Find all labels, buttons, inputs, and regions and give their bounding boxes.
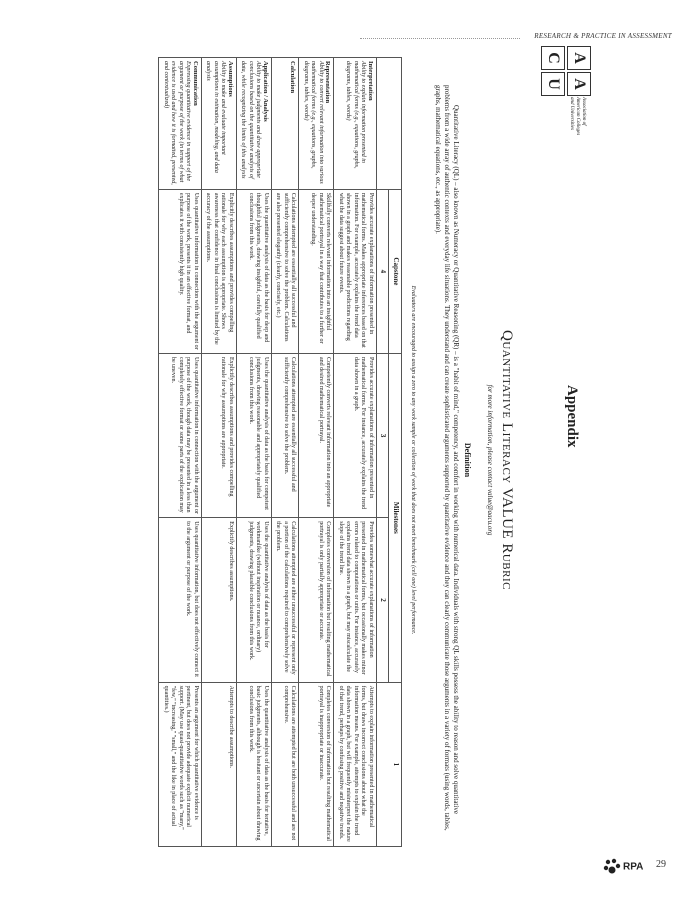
criterion-name: Representation	[324, 61, 332, 104]
rotated-rubric-page	[100, 45, 600, 875]
rubric-cell: Uses the quantitative analysis of data as the basis for competent judgments, drawing reasonable and appropriately qualified conclusions from this work.	[237, 354, 272, 518]
rubric-cell: Competently converts relevant information into an appropriate and desired mathematical portrayal.	[299, 354, 334, 518]
rubric-cell: Completes conversion of information but resulting mathematical portrayal is inappropriate or inaccurate.	[299, 682, 334, 846]
aacu-org-name: Association of American Colleges and Universities	[569, 97, 586, 136]
level-2-header: 2	[377, 518, 390, 682]
criterion-desc: Expressing quantitative evidence in support of the argument or purpose of the work (in terms of what evidence is used and how it is formatted, presented, and contextualized)	[163, 61, 192, 185]
rubric-cell: Provides accurate explanations of information presented in mathematical forms. Makes appropriate inferences based on that information. For example, accurately explains the trend data shown in a graph and makes reasonable predictions regarding what the data suggest about future events.	[334, 189, 377, 353]
rubric-row-communication	[159, 58, 202, 847]
rubric-row-representation	[299, 58, 334, 847]
milestones-header: Milestones	[389, 354, 402, 683]
rubric-cell: Uses quantitative information in connection with the argument or purpose of the work, presents it in an effective format, and explicates it with consistently high quality.	[159, 189, 202, 353]
rpa-logo-text: RPA	[623, 861, 644, 873]
rubric-cell: Explicitly describes assumptions.	[202, 518, 237, 682]
evaluator-note: Evaluators are encouraged to assign a zero to any work sample or collection of work that does not meet benchmark (cell one) level performance.	[410, 285, 416, 635]
criteria-header	[377, 58, 402, 190]
criterion-cell	[299, 58, 334, 190]
criterion-desc: Ability to make judgments and draw appropriate conclusions based on the quantitative analysis of data, while recognizing the limits of this analysis	[240, 61, 262, 179]
rubric-cell: Skillfully converts relevant information into an insightful mathematical portrayal in a way that contributes to a further or deeper understanding.	[299, 189, 334, 353]
page-number: 29	[656, 859, 666, 870]
rubric-subtitle: for more information, please contact value@aacu.org	[486, 384, 494, 536]
logo-letter: A	[567, 72, 591, 96]
rubric-cell: Provides somewhat accurate explanations of information presented in mathematical forms, but occasionally makes minor errors related to computations or units. For instance, accurately explains trend data shown in a graph, but may miscalculate the slope of the trend line.	[334, 518, 377, 682]
rubric-cell: Presents an argument for which quantitative evidence is pertinent, but does not provide adequate explicit numerical support. (May use quasi-quantitative words such as "many," "few," "increasing," "small," and the like in place of actual quantities.)	[159, 682, 202, 846]
rubric-row-interpretation	[334, 58, 377, 847]
logo-letter: U	[541, 72, 565, 96]
header-row-group	[389, 58, 402, 847]
rubric-cell: Uses the quantitative analysis of data as the basis for workmanlike (without inspiration or nuance, ordinary) judgments, drawing plausible conclusions from this work.	[237, 518, 272, 682]
rpa-logo	[603, 858, 643, 876]
criterion-cell	[272, 58, 300, 190]
rubric-row-calculation	[272, 58, 300, 847]
criterion-name: Interpretation	[367, 61, 374, 101]
criterion-desc: Ability to explain information presented in mathematical forms (e.g., equations, graphs, diagrams, tables, words)	[345, 61, 367, 169]
rubric-cell: Calculations attempted are essentially all successful and sufficiently comprehensive to solve the problem.	[272, 354, 300, 518]
rubric-cell: Uses quantitative information, but does not effectively connect it to the argument or purpose of the work.	[159, 518, 202, 682]
level-3-header: 3	[377, 354, 390, 518]
rubric-cell: Attempts to describe assumptions.	[202, 682, 237, 846]
rubric-cell: Calculations are attempted but are both unsuccessful and are not comprehensive.	[272, 682, 300, 846]
level-4-header: 4	[377, 189, 390, 353]
rubric-table	[159, 57, 403, 847]
criterion-cell	[334, 58, 377, 190]
rubric-cell: Uses quantitative information in connection with the argument or purpose of the work, though data may be presented in a less than completely effective format or some parts of the explication may be uneven.	[159, 354, 202, 518]
criterion-cell	[159, 58, 202, 190]
rubric-cell: Attempts to explain information presented in mathematical forms, but draws incorrect conclusions about what the information means. For example, attempts to explain the trend data shown in a graph, but will frequently misinterpret the nature of that trend, perhaps by confusing positive and negative trends.	[334, 682, 377, 846]
criterion-name: Calculation	[289, 61, 297, 94]
rubric-cell: Provides accurate explanations of information presented in mathematical forms. For instance, accurately explains the trend data shown in a graph.	[334, 354, 377, 518]
criterion-desc: Ability to make and evaluate important assumptions in estimation, modeling, and data analysis	[205, 61, 227, 173]
rubric-cell: Explicitly describes assumptions and provides compelling rationale for why assumptions are appropriate.	[202, 354, 237, 518]
rubric-cell: Calculations attempted are either unsuccessful or represent only a portion of the calculations required to comprehensively solve the problem.	[272, 518, 300, 682]
rubric-row-application-analysis	[237, 58, 272, 847]
criterion-desc: Ability to convert relevant information into various mathematical forms (e.g., equations, graphs, diagrams, tables, words)	[303, 61, 324, 184]
rpa-paw-icon	[603, 858, 621, 876]
journal-label: RESEARCH & PRACTICE IN ASSESSMENT	[534, 32, 672, 40]
definition-text: Quantitative Literacy (QL) – also known as Numeracy or Quantitative Reasoning (QR) – is a "habit of mind," competency, and comfort in working with numerical data. Individuals with strong QL skills possess the ability to reason and solve quantitative problems from a wide array of authentic contexts and everyday life situations. They understand and can create sophisticated arguments supported by quantitative evidence and they can clearly communicate those arguments in a variety of formats (using words, tables, graphs, mathematical equations, etc., as appropriate).	[434, 85, 460, 831]
capstone-header: Capstone	[389, 189, 402, 353]
logo-letter: A	[567, 46, 591, 70]
criterion-name: Communication	[192, 61, 199, 106]
rubric-cell: Explicitly describes assumptions and provides compelling rationale for why each assumption is appropriate. Shows awareness that confidence in final conclusions is limited by the accuracy of the assumptions.	[202, 189, 237, 353]
rubric-cell: Calculations attempted are essentially all successful and sufficiently comprehensive to solve the problem. Calculations are also presented elegantly (clearly, concisely, etc.)	[272, 189, 300, 353]
rubric-cell: Uses the quantitative analysis of data as the basis for deep and thoughtful judgments, drawing insightful, carefully qualified conclusions from this work.	[237, 189, 272, 353]
aacu-logo	[530, 45, 592, 136]
rubric-row-assumptions	[202, 58, 237, 847]
rubric-cell: Uses the quantitative analysis of data as the basis for tentative, basic judgments, although is hesitant or uncertain about drawing conclusions from this work.	[237, 682, 272, 846]
level-1-header: 1	[377, 682, 402, 846]
criterion-cell	[237, 58, 272, 190]
rubric-title: Quantitative Literacy VALUE Rubric	[499, 330, 515, 590]
criterion-name: Application / Analysis	[262, 61, 269, 122]
header-rule	[360, 38, 520, 39]
appendix-title: Appendix	[564, 385, 580, 448]
rubric-cell: Completes conversion of information but resulting mathematical portrayal is only partially appropriate or accurate.	[299, 518, 334, 682]
criterion-name: Assumptions	[227, 61, 234, 97]
logo-letter: C	[541, 46, 565, 70]
criterion-cell	[202, 58, 237, 190]
definition-heading: Definition	[463, 442, 472, 478]
